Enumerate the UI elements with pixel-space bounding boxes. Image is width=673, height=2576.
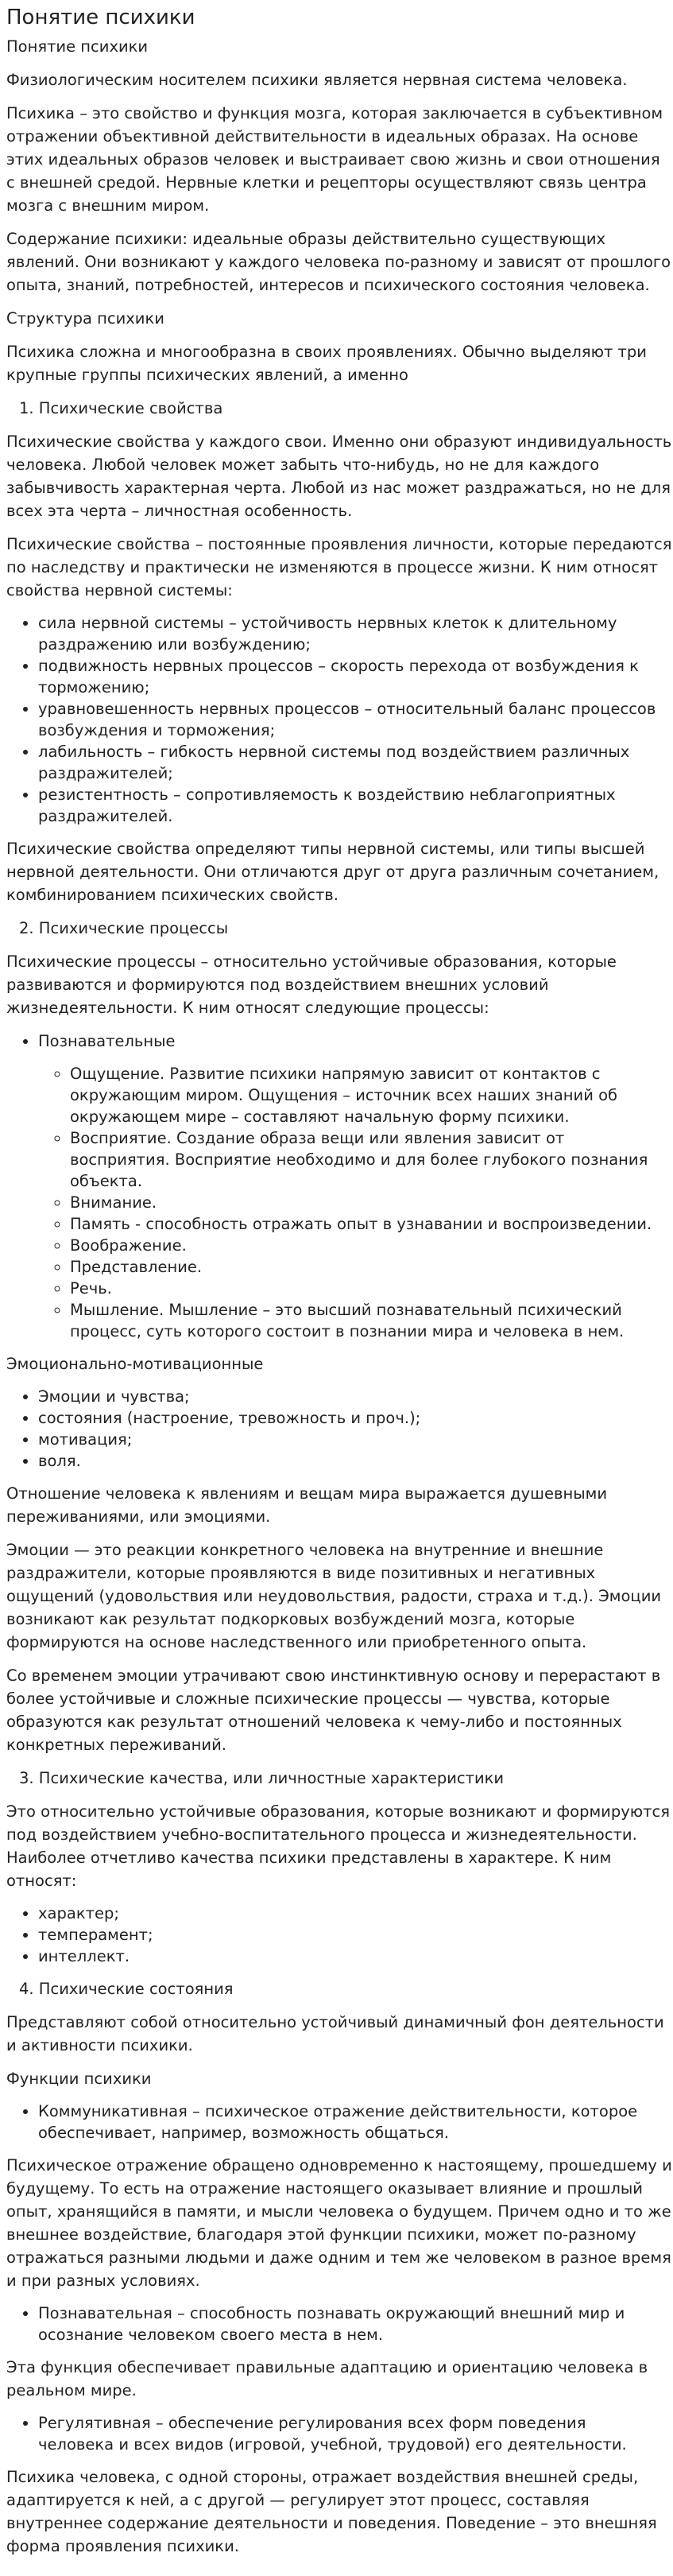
- cognitive-label: Познавательные: [38, 1032, 176, 1050]
- section-1-paragraph-1: Психические свойства у каждого свои. Именно они образуют индивидуальность человека. Любой человек может забыть что-нибудь, но не для каждого забывчивость характерная черта. Любой из нас может раздражаться, но не для всех эта черта – личностная особенность.: [6, 433, 672, 520]
- function-list-cognitive: [6, 2302, 673, 2345]
- list-item: ◦ Воображение.: [70, 1235, 665, 1256]
- processes-list: [6, 1030, 673, 1342]
- section-1-heading: 1. Психические свойства: [19, 399, 223, 417]
- functions-paragraph-1: Психическое отражение обращено одновременно к настоящему, прошедшему и будущему. То есть на отражение настоящего оказывает влияние и прошлый опыт, хранящийся в памяти, и мысли человека о будущем. Причем одно и то же внешнее воздействие, благодаря этой функции психики, может по-разному отражаться разными людьми и даже одним и тем же человеком в разное время и при разных условиях.: [6, 2156, 672, 2290]
- intro-paragraph-3: Содержание психики: идеальные образы действительно существующих явлений. Они возникают у каждого человека по-разному и зависят от прошлого опыта, знаний, потребностей, интересов и психического состояния человека.: [6, 230, 671, 294]
- list-item-cognitive: [38, 1030, 673, 1342]
- list-item: ◦ Представление.: [70, 1256, 665, 1278]
- list-item: • темперамент;: [38, 1924, 673, 1946]
- functions-paragraph-2: Эта функция обеспечивает правильные адаптацию и ориентацию человека в реальном мире.: [6, 2358, 648, 2399]
- section-2-paragraph-4: Со временем эмоции утрачивают свою инстинктивную основу и перерастают в более устойчивые и сложные психические процессы — чувства, которые образуются как результат отношений человека к чему-либо и постоянных конкретных переживаний.: [6, 1666, 661, 1754]
- list-item: • мотивация;: [38, 1429, 673, 1450]
- structure-paragraph: Психика сложна и многообразна в своих проявлениях. Обычно выделяют три крупные группы психических явлений, а именно: [6, 343, 647, 384]
- nervous-system-properties-list: [6, 612, 673, 827]
- functions-paragraph-3: Психика человека, с одной стороны, отражает воздействия внешней среды, адаптируется к ней, а с другой — регулирует этот процесс, составляя внутреннее содержание деятельности и поведения. Поведение – это внешняя форма проявления психики.: [6, 2468, 657, 2555]
- list-item: ◦ Ощущение. Развитие психики напрямую зависит от контактов с окружающим миром. Ощущения – источник всех наших знаний об окружающем мире – составляют начальную форму психики.: [70, 1063, 665, 1127]
- list-item: ◦ Восприятие. Создание образа вещи или явления зависит от восприятия. Восприятие необходимо и для более глубокого познания объекта.: [70, 1127, 665, 1192]
- list-item: • сила нервной системы – устойчивость нервных клеток к длительному раздражению или возбуждению;: [38, 612, 673, 655]
- emotional-label: Эмоционально-мотивационные: [6, 1355, 264, 1373]
- functions-heading: Функции психики: [6, 2070, 152, 2088]
- list-item: • подвижность нервных процессов – скорость перехода от возбуждения к торможению;: [38, 655, 673, 698]
- intro-paragraph-2: Психика – это свойство и функция мозга, которая заключается в субъективном отражении объективной действительности в идеальных образах. На основе этих идеальных образов человек и выстраивает свою жизнь и свои отношения с внешней средой. Нервные клетки и рецепторы осуществляют связь центра мозга с внешним миром.: [6, 104, 663, 215]
- list-item: ◦ Речь.: [70, 1278, 665, 1299]
- cognitive-processes-list: [38, 1063, 665, 1342]
- section-4-heading: 4. Психические состояния: [19, 1980, 234, 1998]
- list-item: • Эмоции и чувства;: [38, 1386, 673, 1407]
- list-item: • резистентность – сопротивляемость к воздействию неблагоприятных раздражителей.: [38, 784, 673, 827]
- list-item: • лабильность – гибкость нервной системы под воздействием различных раздражителей;: [38, 741, 673, 784]
- list-item: • Коммуникативная – психическое отражение действительности, которое обеспечивает, например, возможность общаться.: [38, 2101, 673, 2143]
- list-item: • состояния (настроение, тревожность и проч.);: [38, 1407, 673, 1429]
- list-item: ◦ Внимание.: [70, 1192, 665, 1213]
- list-item: • воля.: [38, 1450, 673, 1472]
- section-2-heading: 2. Психические процессы: [19, 919, 229, 937]
- intro-paragraph-1: Физиологическим носителем психики является нервная система человека.: [6, 71, 628, 89]
- section-2-paragraph-2: Отношение человека к явлениям и вещам мира выражается душевными переживаниями, или эмоциями.: [6, 1484, 608, 1526]
- list-item: ◦ Мышление. Мышление – это высший познавательный психический процесс, суть которого состоит в познании мира и человека в нем.: [70, 1299, 665, 1342]
- function-list-communicative: [6, 2101, 673, 2143]
- list-item: • интеллект.: [38, 1946, 673, 1967]
- qualities-list: [6, 1903, 673, 1967]
- section-3-paragraph-1: Это относительно устойчивые образования, которые возникают и формируются под воздействием учебно-воспитательного процесса и жизнедеятельности. Наиболее отчетливо качества психики представлены в характере. К ним относят:: [6, 1802, 670, 1890]
- emotional-processes-list: [6, 1386, 673, 1472]
- section-1-paragraph-2: Психические свойства – постоянные проявления личности, которые передаются по наследству и практически не изменяются в процессе жизни. К ним относят свойства нервной системы:: [6, 535, 672, 599]
- list-item: • характер;: [38, 1903, 673, 1924]
- section-4-paragraph-1: Представляют собой относительно устойчивый динамичный фон деятельности и активности психики.: [6, 2013, 664, 2054]
- list-item: ◦ Память - способность отражать опыт в узнавании и воспроизведении.: [70, 1213, 665, 1235]
- list-item: • уравновешенность нервных процессов – относительный баланс процессов возбуждения и торможения;: [38, 698, 673, 741]
- section-2-paragraph-1: Психические процессы – относительно устойчивые образования, которые развиваются и формируются под воздействием внешних условий жизнедеятельности. К ним относят следующие процессы:: [6, 952, 617, 1017]
- section-1-paragraph-3: Психические свойства определяют типы нервной системы, или типы высшей нервной деятельности. Они отличаются друг от друга различным сочетанием, комбинированием психических свойств.: [6, 840, 659, 904]
- function-list-regulatory: [6, 2412, 673, 2455]
- article-subtitle: Понятие психики: [6, 37, 149, 56]
- page-title: Понятие психики: [6, 6, 195, 29]
- list-item: • Регулятивная – обеспечение регулирования всех форм поведения человека и всех видов (игровой, учебной, трудовой) его деятельности.: [38, 2412, 673, 2455]
- structure-heading: Структура психики: [6, 309, 164, 328]
- list-item: • Познавательная – способность познавать окружающий внешний мир и осознание человеком своего места в нем.: [38, 2302, 673, 2345]
- section-2-paragraph-3: Эмоции — это реакции конкретного человека на внутренние и внешние раздражители, которые проявляются в виде позитивных и негативных ощущений (удовольствия или неудовольствия, радости, страха и т.д.). Эмоции возникают как результат подкорковых возбуждений мозга, которые формируются на основе наследственного или приобретенного опыта.: [6, 1541, 662, 1651]
- section-3-heading: 3. Психические качества, или личностные характеристики: [19, 1769, 505, 1787]
